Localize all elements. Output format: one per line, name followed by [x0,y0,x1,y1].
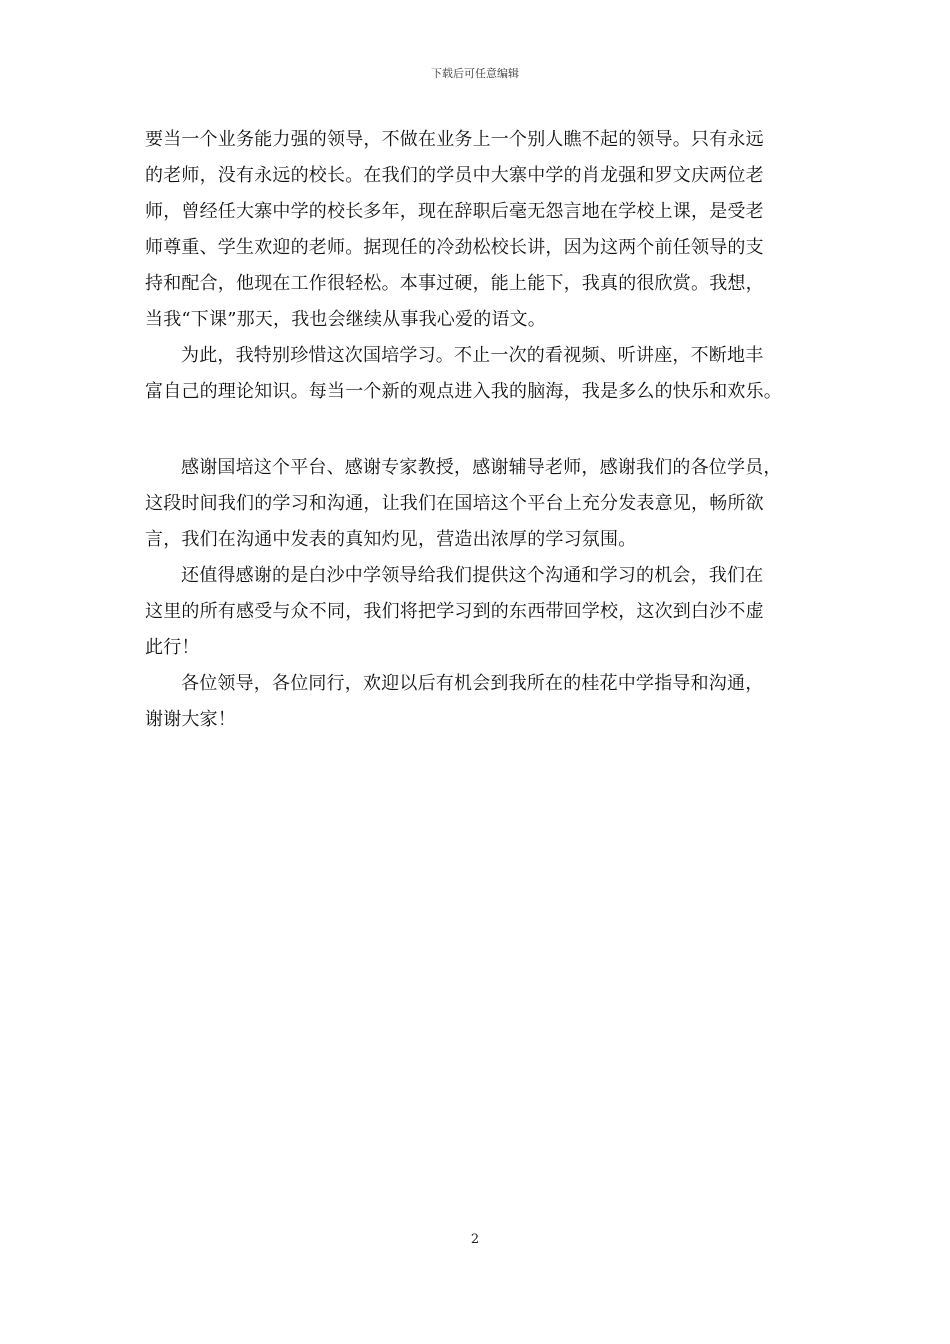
text-line: 要当一个业务能力强的领导，不做在业务上一个别人瞧不起的领导。只有永远 [145,129,764,150]
text-line: 谢谢大家！ [145,709,236,730]
text-line: 各位领导，各位同行，欢迎以后有机会到我所在的桂花中学指导和沟通， [181,673,764,694]
document-body [145,122,835,738]
text-line: 这里的所有感受与众不同，我们将把学习到的东西带回学校，这次到白沙不虚 [145,601,764,622]
page-number: 2 [470,1232,480,1247]
text-line: 为此，我特别珍惜这次国培学习。不止一次的看视频、听讲座，不断地丰 [181,345,764,366]
paragraph-1 [145,122,835,338]
text-line: 富自己的理论知识。每当一个新的观点进入我的脑海，我是多么的快乐和欢乐。 [145,381,782,402]
text-line: 师尊重、学生欢迎的老师。据现任的冷劲松校长讲，因为这两个前任领导的支 [145,237,764,258]
text-line: 感谢国培这个平台、感谢专家教授，感谢辅导老师，感谢我们的各位学员， [181,457,782,478]
paragraph-4 [145,558,835,666]
paragraph-gap [145,410,835,450]
page-header: 下载后可任意编辑 [431,67,519,80]
text-line: 师，曾经任大寨中学的校长多年，现在辞职后毫无怨言地在学校上课，是受老 [145,201,764,222]
text-line: 当我“下课”那天，我也会继续从事我心爱的语文。 [145,309,547,330]
paragraph-3 [145,450,835,558]
text-line: 持和配合，他现在工作很轻松。本事过硬，能上能下，我真的很欣赏。我想， [145,273,764,294]
text-line: 还值得感谢的是白沙中学领导给我们提供这个沟通和学习的机会，我们在 [181,565,764,586]
paragraph-2 [145,338,835,410]
text-line: 这段时间我们的学习和沟通，让我们在国培这个平台上充分发表意见，畅所欲 [145,493,764,514]
text-line: 言，我们在沟通中发表的真知灼见，营造出浓厚的学习氛围。 [145,529,637,550]
paragraph-5 [145,666,835,738]
text-line: 的老师，没有永远的校长。在我们的学员中大寨中学的肖龙强和罗文庆两位老 [145,165,764,186]
text-line: 此行！ [145,637,200,658]
